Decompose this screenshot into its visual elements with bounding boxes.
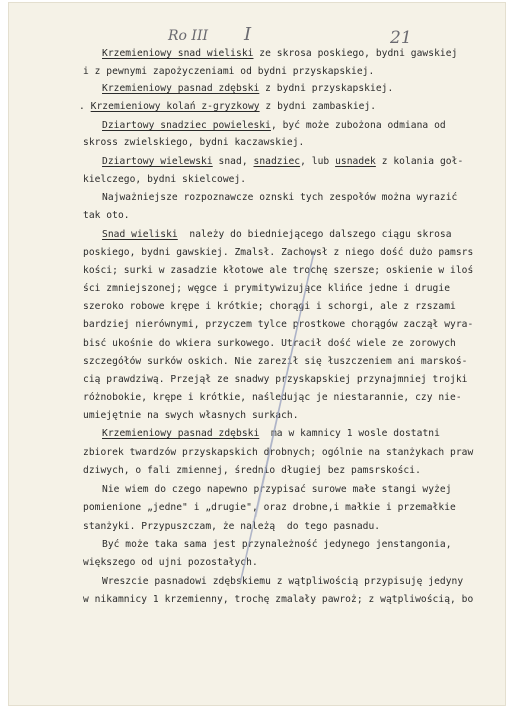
- underlined-term: Krzemieniowy pasnad zdębski: [102, 428, 260, 439]
- text-line: [102, 576, 463, 587]
- text-line: [102, 156, 463, 167]
- text-line: [83, 338, 456, 349]
- underlined-term: Dziartowy snadziec powieleski: [102, 120, 271, 131]
- text-run: różnobokie, krępe i krótkie, naśledując je niestarannie, czy nie-: [83, 392, 462, 403]
- handwritten-roman-numeral: I: [244, 24, 252, 45]
- text-run: z bydni zambaskiej.: [259, 101, 377, 112]
- text-line: [83, 265, 473, 276]
- text-line: [83, 174, 246, 185]
- text-run: tak oto.: [83, 210, 130, 221]
- text-line: [83, 66, 374, 77]
- text-line: [102, 48, 457, 59]
- text-line: [102, 120, 446, 131]
- text-run: snad,: [212, 156, 254, 167]
- underlined-term: Krzemieniowy kolań z-gryzkowy: [90, 101, 260, 112]
- text-run: ści zmniejszonej; węgce i prymitywizujące klińce jedne i drugie: [83, 283, 451, 294]
- text-run: z bydni przyskapskiej.: [259, 83, 394, 94]
- text-run: kości; surki w zasadzie kłotowe ale trochę szersze; oskienie w iloś: [83, 265, 474, 276]
- text-line: [102, 192, 457, 203]
- text-run: , być może zubożona odmiana od: [270, 120, 446, 131]
- underlined-term: Snad wieliski: [102, 229, 178, 240]
- text-line: [83, 447, 473, 458]
- text-run: poskiego, bydni gawskiej. Zmalsł. Zachowsł z niego dość dużo pamsrs: [83, 247, 474, 258]
- text-line: [83, 137, 304, 148]
- text-run: bardziej nierównymi, przyczem tylce prostkowe chorągów zaczął wyra-: [83, 319, 474, 330]
- text-line: [83, 392, 462, 403]
- text-run: z kolania goł-: [375, 156, 464, 167]
- text-run: Wreszcie pasnadowi zdębskiemu z wątpliwością przypisuję jedyny: [102, 576, 464, 587]
- text-run: należy do biedniejącego dalszego ciągu skrosa: [177, 229, 452, 240]
- text-run: Nie wiem do czego napewno przypisać surowe małe stangi wyżej: [102, 484, 452, 495]
- text-line: [83, 319, 473, 330]
- text-run: zbiorek twardzów przyskapskich drobnych; ogólnie na stanżykach praw: [83, 447, 474, 458]
- text-line: [83, 410, 299, 421]
- text-line: [102, 229, 452, 240]
- text-line: [83, 521, 380, 532]
- underlined-term: usnadek: [335, 156, 376, 167]
- text-run: szczegółów surków oskich. Nie zareził się łuszczeniem ani marskoś-: [83, 356, 468, 367]
- text-run: cią prawdziwą. Przejął ze snadwy przyskapskiej przynajmniej trojki: [83, 374, 468, 385]
- text-line: [83, 247, 473, 258]
- text-line: [102, 428, 440, 439]
- text-run: kielczego, bydni skielcowej.: [83, 174, 247, 185]
- text-run: , lub: [300, 156, 336, 167]
- text-run: stanżyki. Przypuszczam, że należą do tego pasnadu.: [83, 521, 381, 532]
- text-run: w nikamnicy 1 krzemienny, trochę zmalały pawroż; z wątpliwością, bo: [83, 594, 474, 605]
- underlined-term: Krzemieniowy snad wieliski: [102, 48, 254, 59]
- text-line: [83, 502, 456, 513]
- text-line: [83, 283, 450, 294]
- text-run: Najważniejsze rozpoznawcze oznski tych zespołów można wyrazić: [102, 192, 458, 203]
- text-line: [83, 594, 473, 605]
- text-line: [83, 374, 468, 385]
- text-line: [83, 301, 456, 312]
- text-run: pomienione „jedne" i „drugie", oraz drobne,i małkie i przemałkie: [83, 502, 456, 513]
- text-run: Być może taka sama jest przynależność jedynego jenstangonia,: [102, 539, 452, 550]
- document-page: [8, 2, 506, 706]
- text-line: [102, 539, 452, 550]
- text-line: [102, 83, 393, 94]
- text-line: [79, 101, 376, 112]
- text-line: [83, 356, 468, 367]
- text-run: ma w kamnicy 1 wosle dostatni: [259, 428, 440, 439]
- handwritten-section-mark: Ro III: [168, 28, 209, 44]
- text-run: większego od ujni pozostałych.: [83, 557, 258, 568]
- underlined-term: Dziartowy wielewski: [102, 156, 213, 167]
- typewritten-body: [8, 48, 506, 688]
- text-line: [83, 557, 258, 568]
- underlined-term: snadziec: [253, 156, 301, 167]
- text-run: skross zwielskiego, bydni kaczawskiej.: [83, 137, 305, 148]
- text-run: bisć ukośnie do wkiera surkowego. Utracił dość wiele ze zorowych: [83, 338, 456, 349]
- text-line: [83, 210, 130, 221]
- text-run: .: [79, 101, 91, 112]
- text-run: szeroko robowe krępe i krótkie; chorągi i schorgi, ale z rzszami: [83, 301, 456, 312]
- text-run: ze skrosa poskiego, bydni gawskiej: [253, 48, 458, 59]
- text-run: umiejętnie na swych własnych surkach.: [83, 410, 299, 421]
- text-line: [102, 484, 452, 495]
- text-run: dziwych, o fali zmiennej, średnio długiej bez pamsrskości.: [83, 465, 421, 476]
- underlined-term: Krzemieniowy pasnad zdębski: [102, 83, 260, 94]
- page-header: [8, 2, 506, 48]
- text-line: [83, 465, 421, 476]
- page-number: 21: [390, 28, 412, 48]
- text-run: i z pewnymi zapożyczeniami od bydni przyskapskiej.: [83, 66, 375, 77]
